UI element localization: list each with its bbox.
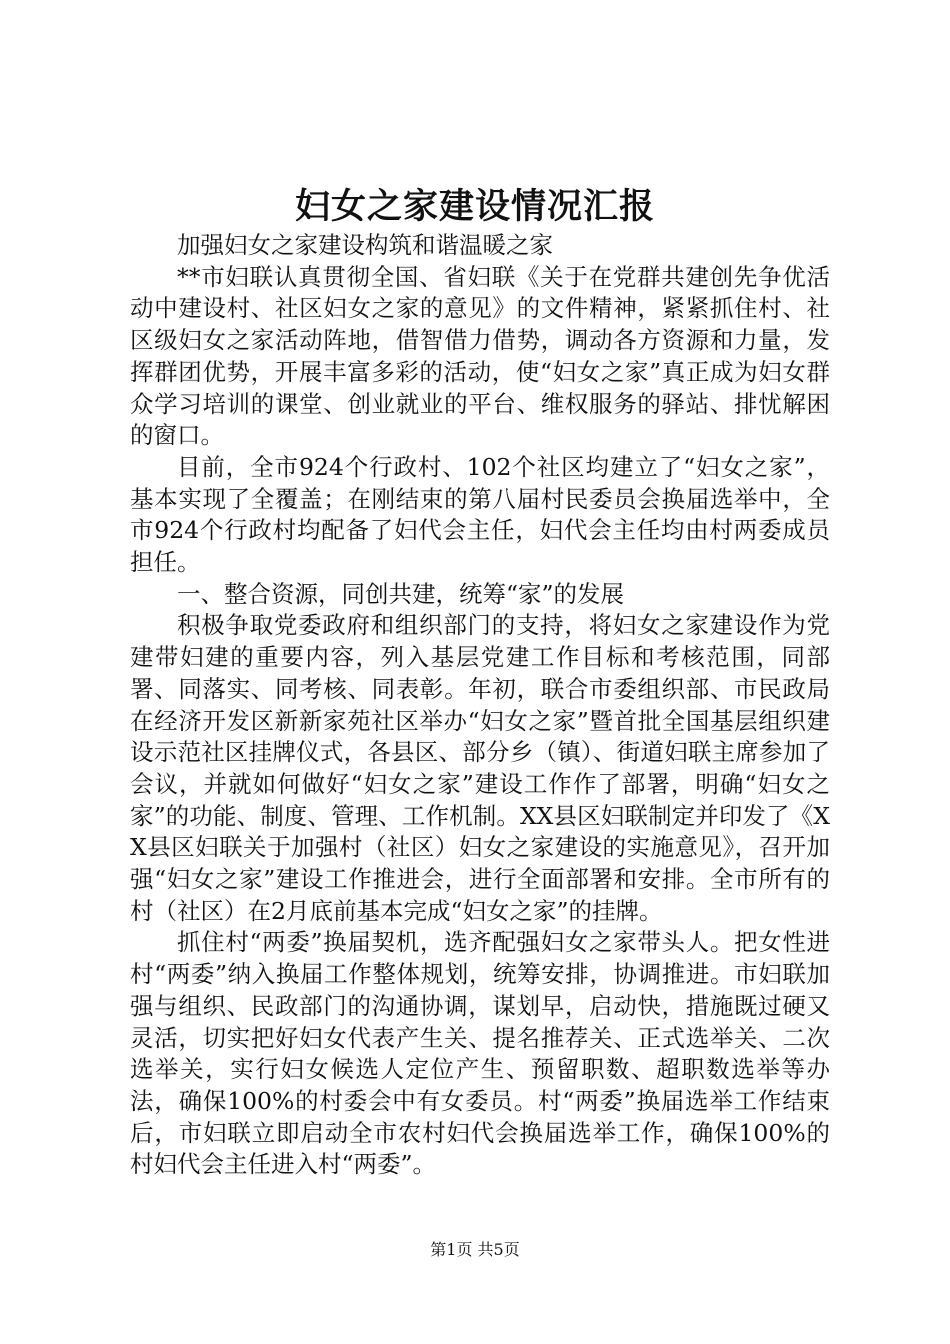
paragraph-section-1a: 积极争取党委政府和组织部门的支持，将妇女之家建设作为党建带妇建的重要内容，列入基层党建工作目标和考核范围，同部署、同落实、同考核、同表彰。年初，联合市委组织部、市民政局在经济开发区新新家苑社区举办“妇女之家”暨首批全国基层组织建设示范社区挂牌仪式，各县区、部分乡（镇）、街道妇联主席参加了会议，并就如何做好“妇女之家”建设工作作了部署，明确“妇女之家”的功能、制度、管理、工作机制。XX县区妇联制定并印发了《XX县区妇联关于加强村（社区）妇女之家建设的实施意见》，召开加强“妇女之家”建设工作推进会，进行全面部署和安排。全市所有的村（社区）在2月底前基本完成“妇女之家”的挂牌。: [130, 611, 830, 925]
page-footer: 第1页 共5页: [430, 1240, 520, 1259]
paragraph-subtitle: 加强妇女之家建设构筑和谐温暖之家: [177, 231, 553, 259]
paragraph-section-1b: 抓住村“两委”换届契机，选齐配强妇女之家带头人。把女性进村“两委”纳入换届工作整体规划，统筹安排，协调推进。市妇联加强与组织、民政部门的沟通协调，谋划早，启动快，措施既过硬又灵活，切实把好妇女代表产生关、提名推荐关、正式选举关、二次选举关，实行妇女候选人定位产生、预留职数、超职数选举等办法，确保100%的村委会中有女委员。村“两委”换届选举工作结束后，市妇联立即启动全市农村妇代会换届选举工作，确保100%的村妇代会主任进入村“两委”。: [130, 928, 830, 1179]
section-heading-1: 一、整合资源，同创共建，统筹“家”的发展: [177, 579, 625, 608]
paragraph-intro: **市妇联认真贯彻全国、省妇联《关于在党群共建创先争优活动中建设村、社区妇女之家的意见》的文件精神，紧紧抓住村、社区级妇女之家活动阵地，借智借力借势，调动各方资源和力量，发挥群团优势，开展丰富多彩的活动，使“妇女之家”真正成为妇女群众学习培训的课堂、创业就业的平台、维权服务的驿站、排忧解困的窗口。: [130, 262, 830, 450]
paragraph-status: 目前，全市924个行政村、102个社区均建立了“妇女之家”，基本实现了全覆盖；在刚结束的第八届村民委员会换届选举中，全市924个行政村均配备了妇代会主任，妇代会主任均由村两委成员担任。: [130, 452, 830, 577]
document-title: 妇女之家建设情况汇报: [294, 186, 655, 227]
document-body: [130, 230, 830, 1181]
